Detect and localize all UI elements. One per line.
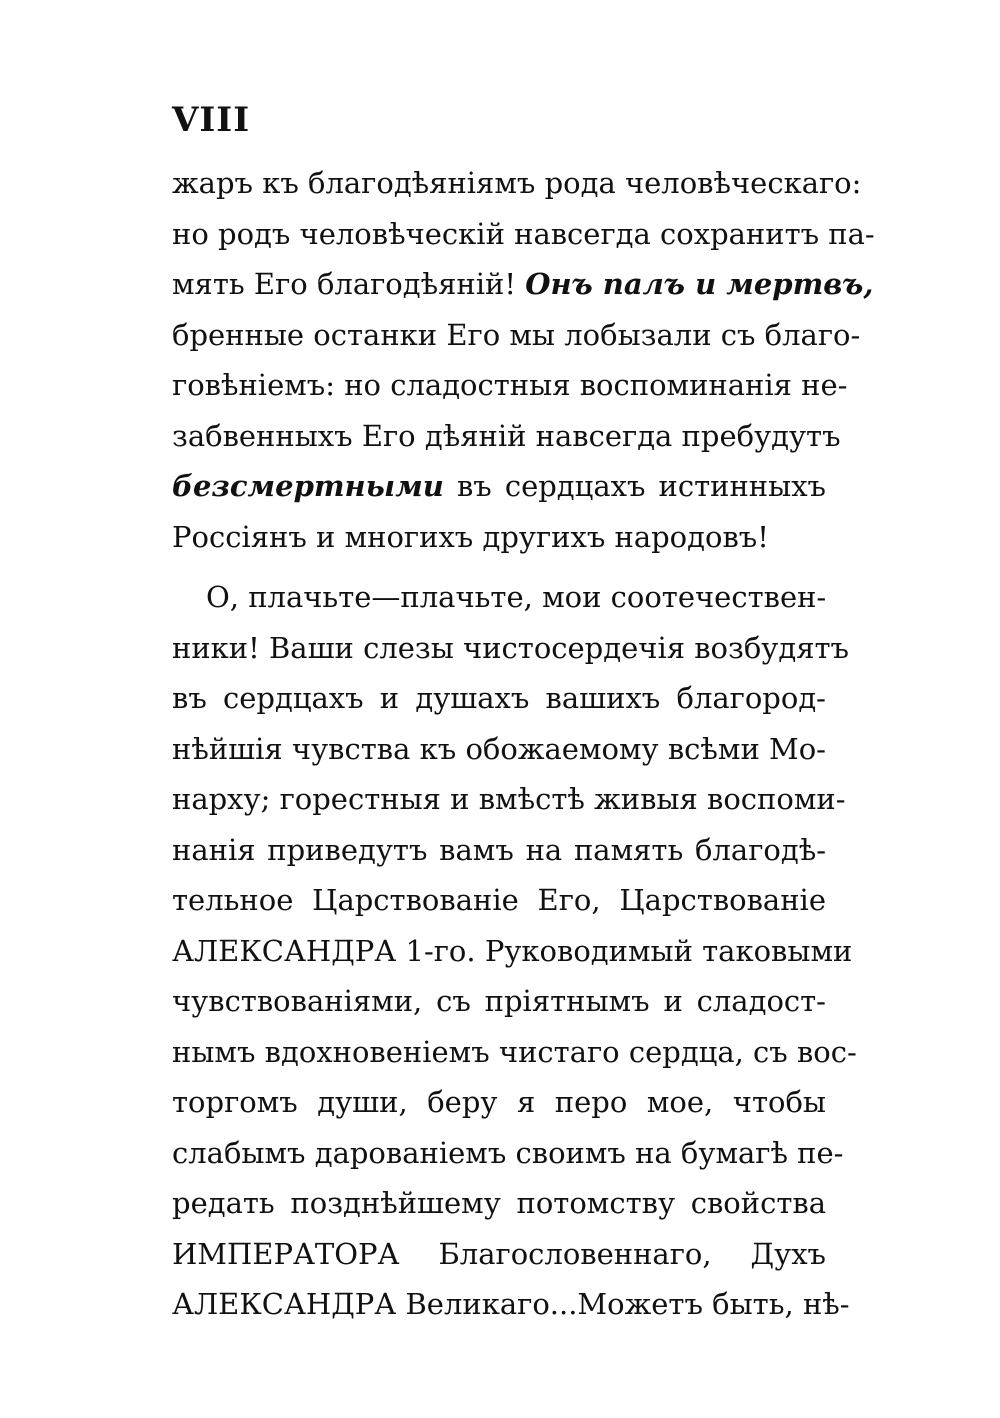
text-segment: въ сердцахъ истинныхъ — [456, 469, 826, 503]
text-line: Россіянъ и многихъ другихъ народовъ! — [172, 519, 769, 554]
text-line: чувствованіями, съ пріятнымъ и сладост- — [172, 984, 826, 1018]
text-line: но родъ человѣческій навсегда сохранитъ па- — [172, 216, 875, 251]
text-line: нѣйшія чувства къ обожаемому всѣми Мо- — [172, 731, 826, 766]
text-line: АЛЕКСАНДРА 1-го. Руководимый таковыми — [172, 933, 853, 968]
text-line: ИМПЕРАТОРА Благословеннаго, Духъ — [172, 1236, 826, 1271]
text-line: тельное Царствованіе Его, Царствованіе — [172, 883, 826, 917]
text-line: нанія приведутъ вамъ на память благодѣ- — [172, 832, 826, 867]
text-line: жаръ къ благодѣяніямъ рода человѣческаго: — [172, 166, 862, 200]
page-number: VIII — [172, 100, 251, 140]
text-line: бренные останки Его мы лобызали съ благо- — [172, 317, 861, 352]
italic-phrase: безсмертными — [172, 469, 444, 503]
text-line: нымъ вдохновеніемъ чистаго сердца, съ вос- — [172, 1034, 857, 1069]
text-line: АЛЕКСАНДРА Великаго...Можетъ быть, нѣ- — [172, 1287, 850, 1321]
text-line: редать позднѣйшему потомству свойства — [172, 1186, 826, 1220]
text-line — [172, 461, 826, 512]
text-line: ники! Ваши слезы чистосердечія возбудятъ — [172, 630, 849, 665]
text-line: торгомъ души, беру я перо мое, чтобы — [172, 1085, 826, 1119]
italic-phrase: Онъ палъ и мертвъ, — [525, 267, 874, 301]
text-line: нарху; горестныя и вмѣстѣ живыя воспоми- — [172, 782, 846, 816]
text-segment: мять Его благодѣяній! — [172, 267, 516, 301]
text-line: О, плачьте—плачьте, мои соотечествен- — [206, 580, 827, 614]
paragraph-1 — [172, 158, 875, 562]
text-line — [172, 259, 874, 310]
text-line: говѣніемъ: но сладостныя воспоминанія не- — [172, 368, 848, 402]
text-line: забвенныхъ Его дѣяній навсегда пребудутъ — [172, 418, 841, 453]
text-line: слабымъ дарованіемъ своимъ на бумагѣ пе- — [172, 1135, 844, 1170]
text-line: въ сердцахъ и душахъ вашихъ благород- — [172, 681, 826, 715]
paragraph-2 — [172, 572, 857, 1330]
